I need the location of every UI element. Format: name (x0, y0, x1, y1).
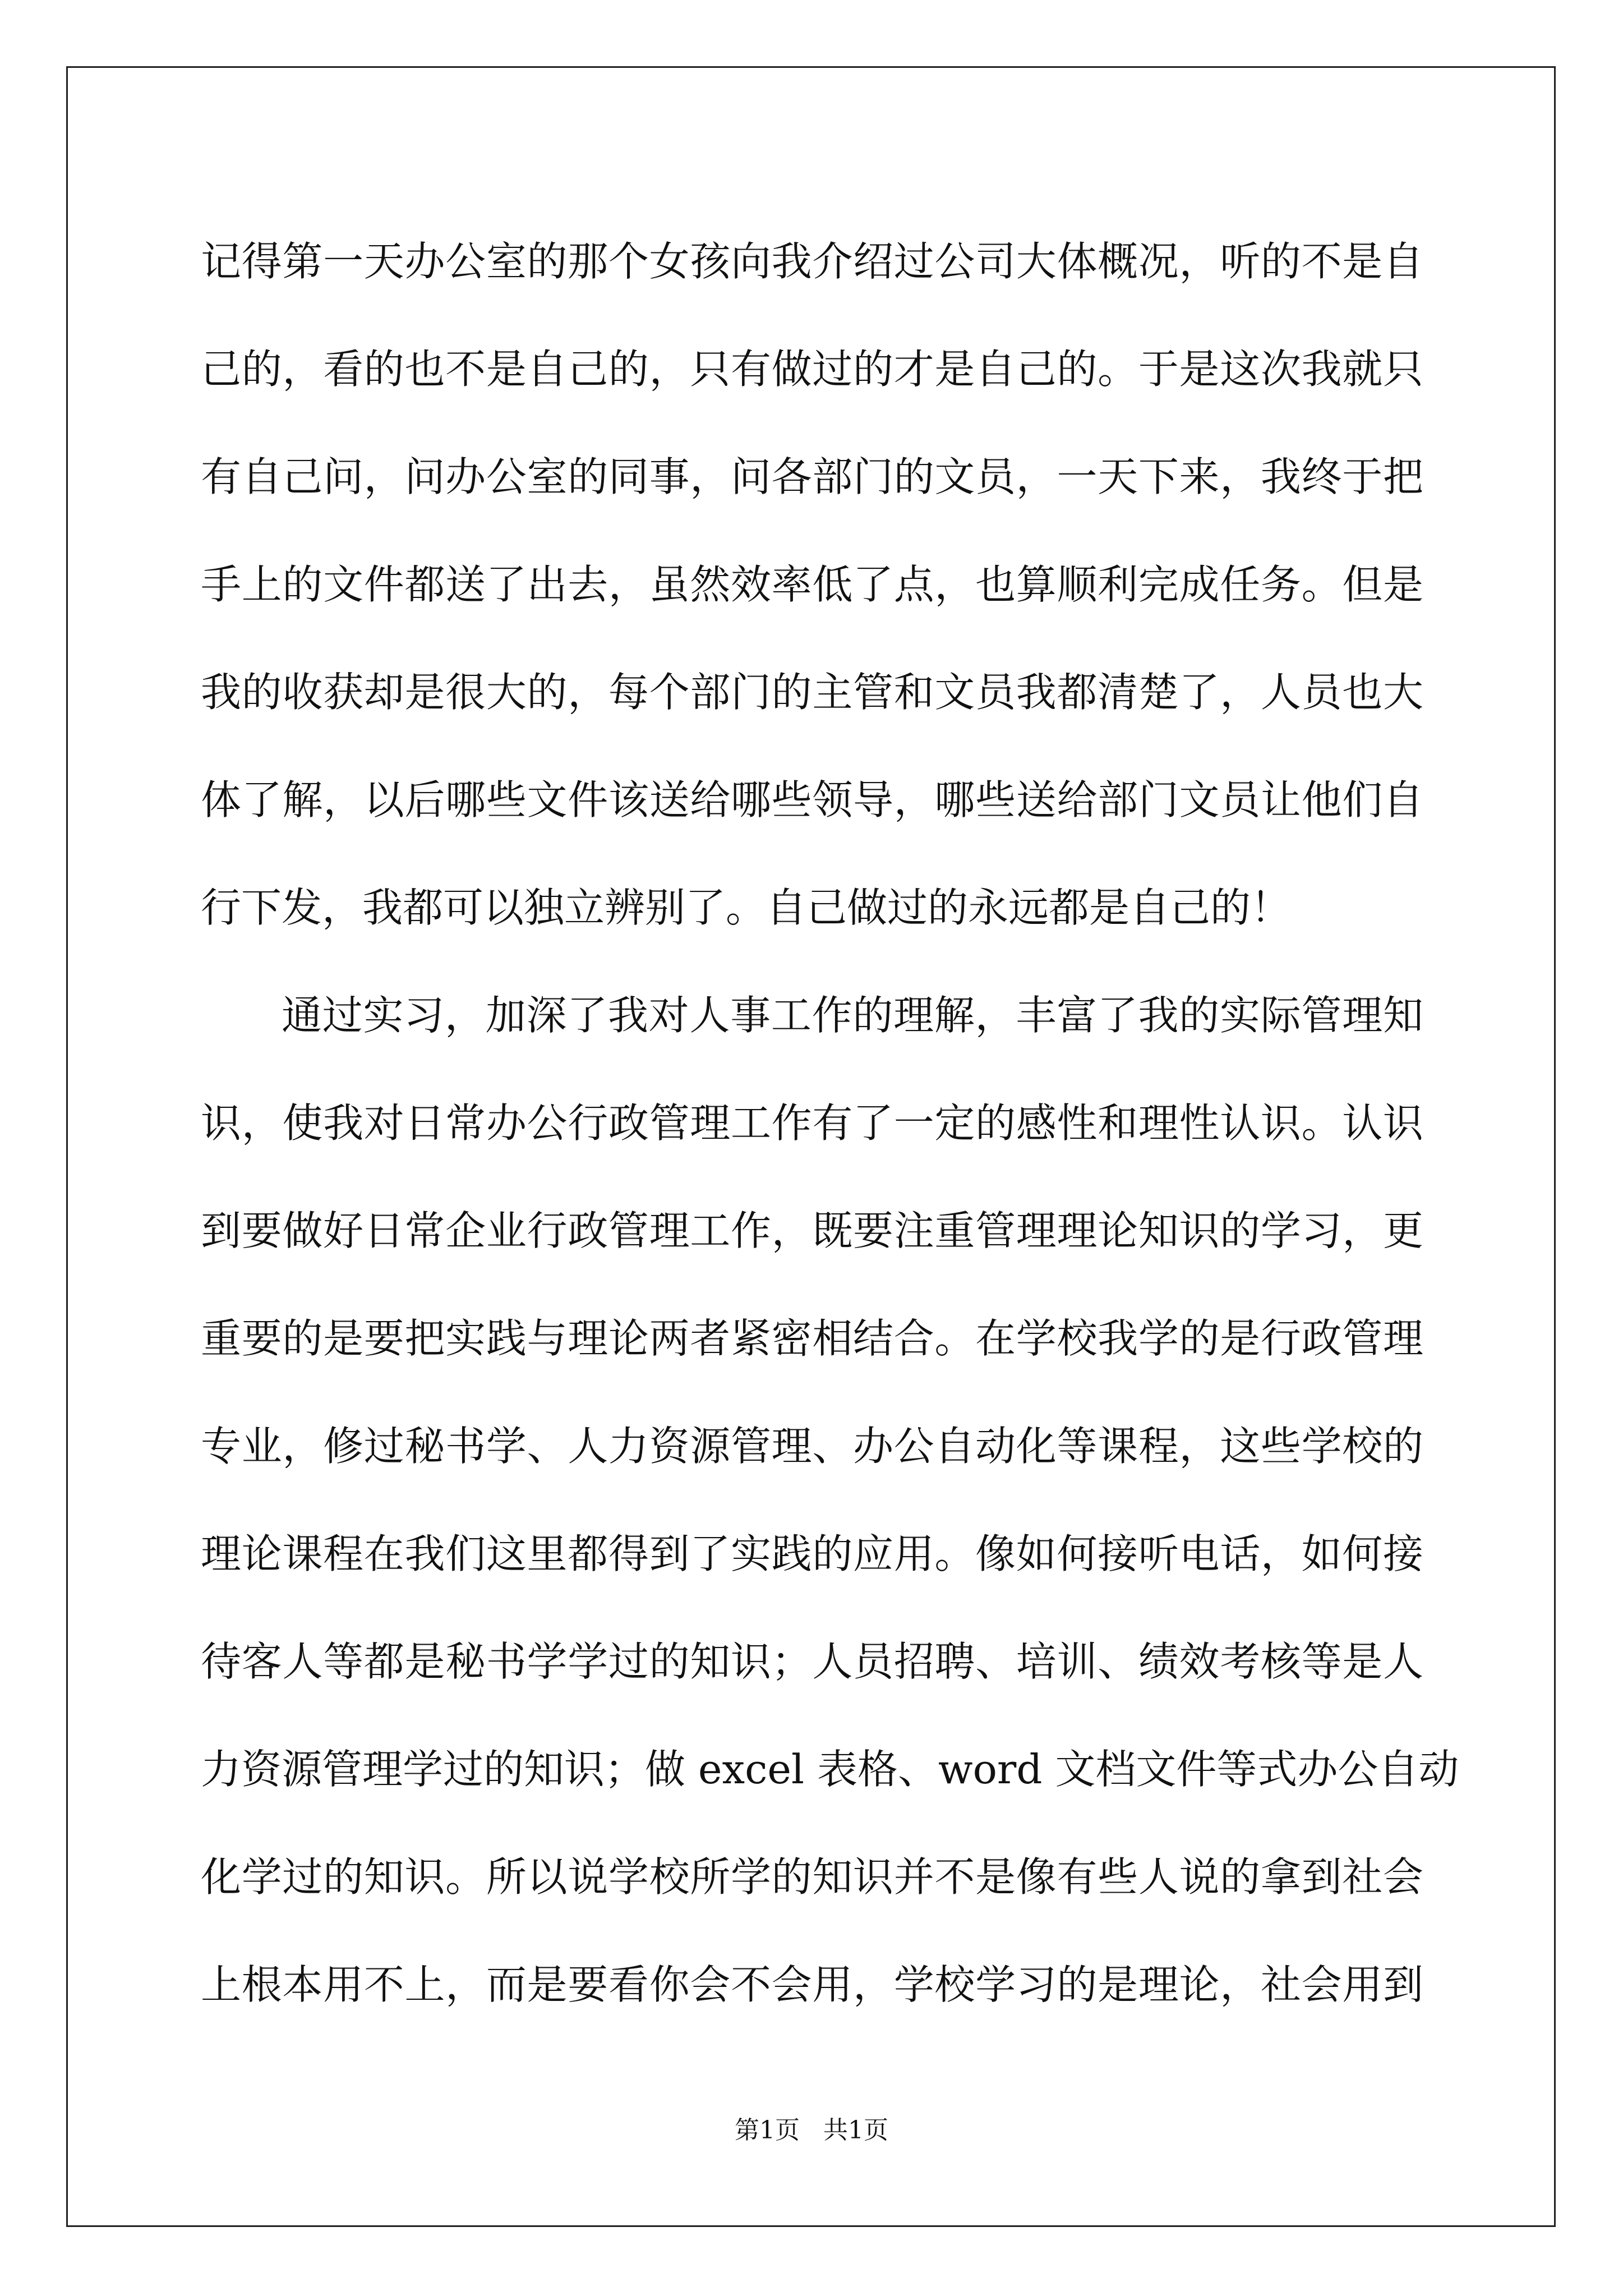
page-number-current: 第1页 (735, 2116, 800, 2145)
text-line: 重要的是要把实践与理论两者紧密相结合。在学校我学的是行政管理 (201, 1315, 1423, 1362)
text-line: 到要做好日常企业行政管理工作，既要注重管理理论知识的学习，更 (201, 1207, 1423, 1254)
page-footer (0, 2114, 1623, 2147)
text-line: 手上的文件都送了出去，虽然效率低了点，也算顺利完成任务。但是 (201, 561, 1423, 608)
text-line: 化学过的知识。所以说学校所学的知识并不是像有些人说的拿到社会 (201, 1853, 1423, 1901)
text-line: 通过实习，加深了我对人事工作的理解，丰富了我的实际管理知 (282, 992, 1423, 1039)
text-line: 待客人等都是秘书学学过的知识；人员招聘、培训、绩效考核等是人 (201, 1638, 1423, 1685)
text-line: 理论课程在我们这里都得到了实践的应用。像如何接听电话，如何接 (201, 1530, 1423, 1577)
text-line: 记得第一天办公室的那个女孩向我介绍过公司大体概况，听的不是自 (201, 238, 1423, 285)
text-line: 力资源管理学过的知识；做 excel 表格、word 文档文件等式办公自动 (201, 1746, 1459, 1793)
text-line: 专业，修过秘书学、人力资源管理、办公自动化等课程，这些学校的 (201, 1423, 1423, 1470)
text-line: 有自己问，问办公室的同事，问各部门的文员，一天下来，我终于把 (201, 453, 1423, 500)
text-line: 识，使我对日常办公行政管理工作有了一定的感性和理性认识。认识 (201, 1099, 1423, 1147)
document-body (201, 208, 1459, 2039)
page-number-total: 共1页 (823, 2116, 888, 2145)
paragraph-1 (201, 208, 1423, 961)
text-line: 己的，看的也不是自己的，只有做过的才是自己的。于是这次我就只 (201, 346, 1423, 393)
text-line: 上根本用不上，而是要看你会不会用，学校学习的是理论，社会用到 (201, 1961, 1423, 2008)
text-line: 体了解，以后哪些文件该送给哪些领导，哪些送给部门文员让他们自 (201, 776, 1423, 823)
text-line: 行下发，我都可以独立辨别了。自己做过的永远都是自己的！ (201, 884, 1292, 931)
paragraph-2 (201, 961, 1459, 2039)
text-line: 我的收获却是很大的，每个部门的主管和文员我都清楚了，人员也大 (201, 669, 1423, 716)
